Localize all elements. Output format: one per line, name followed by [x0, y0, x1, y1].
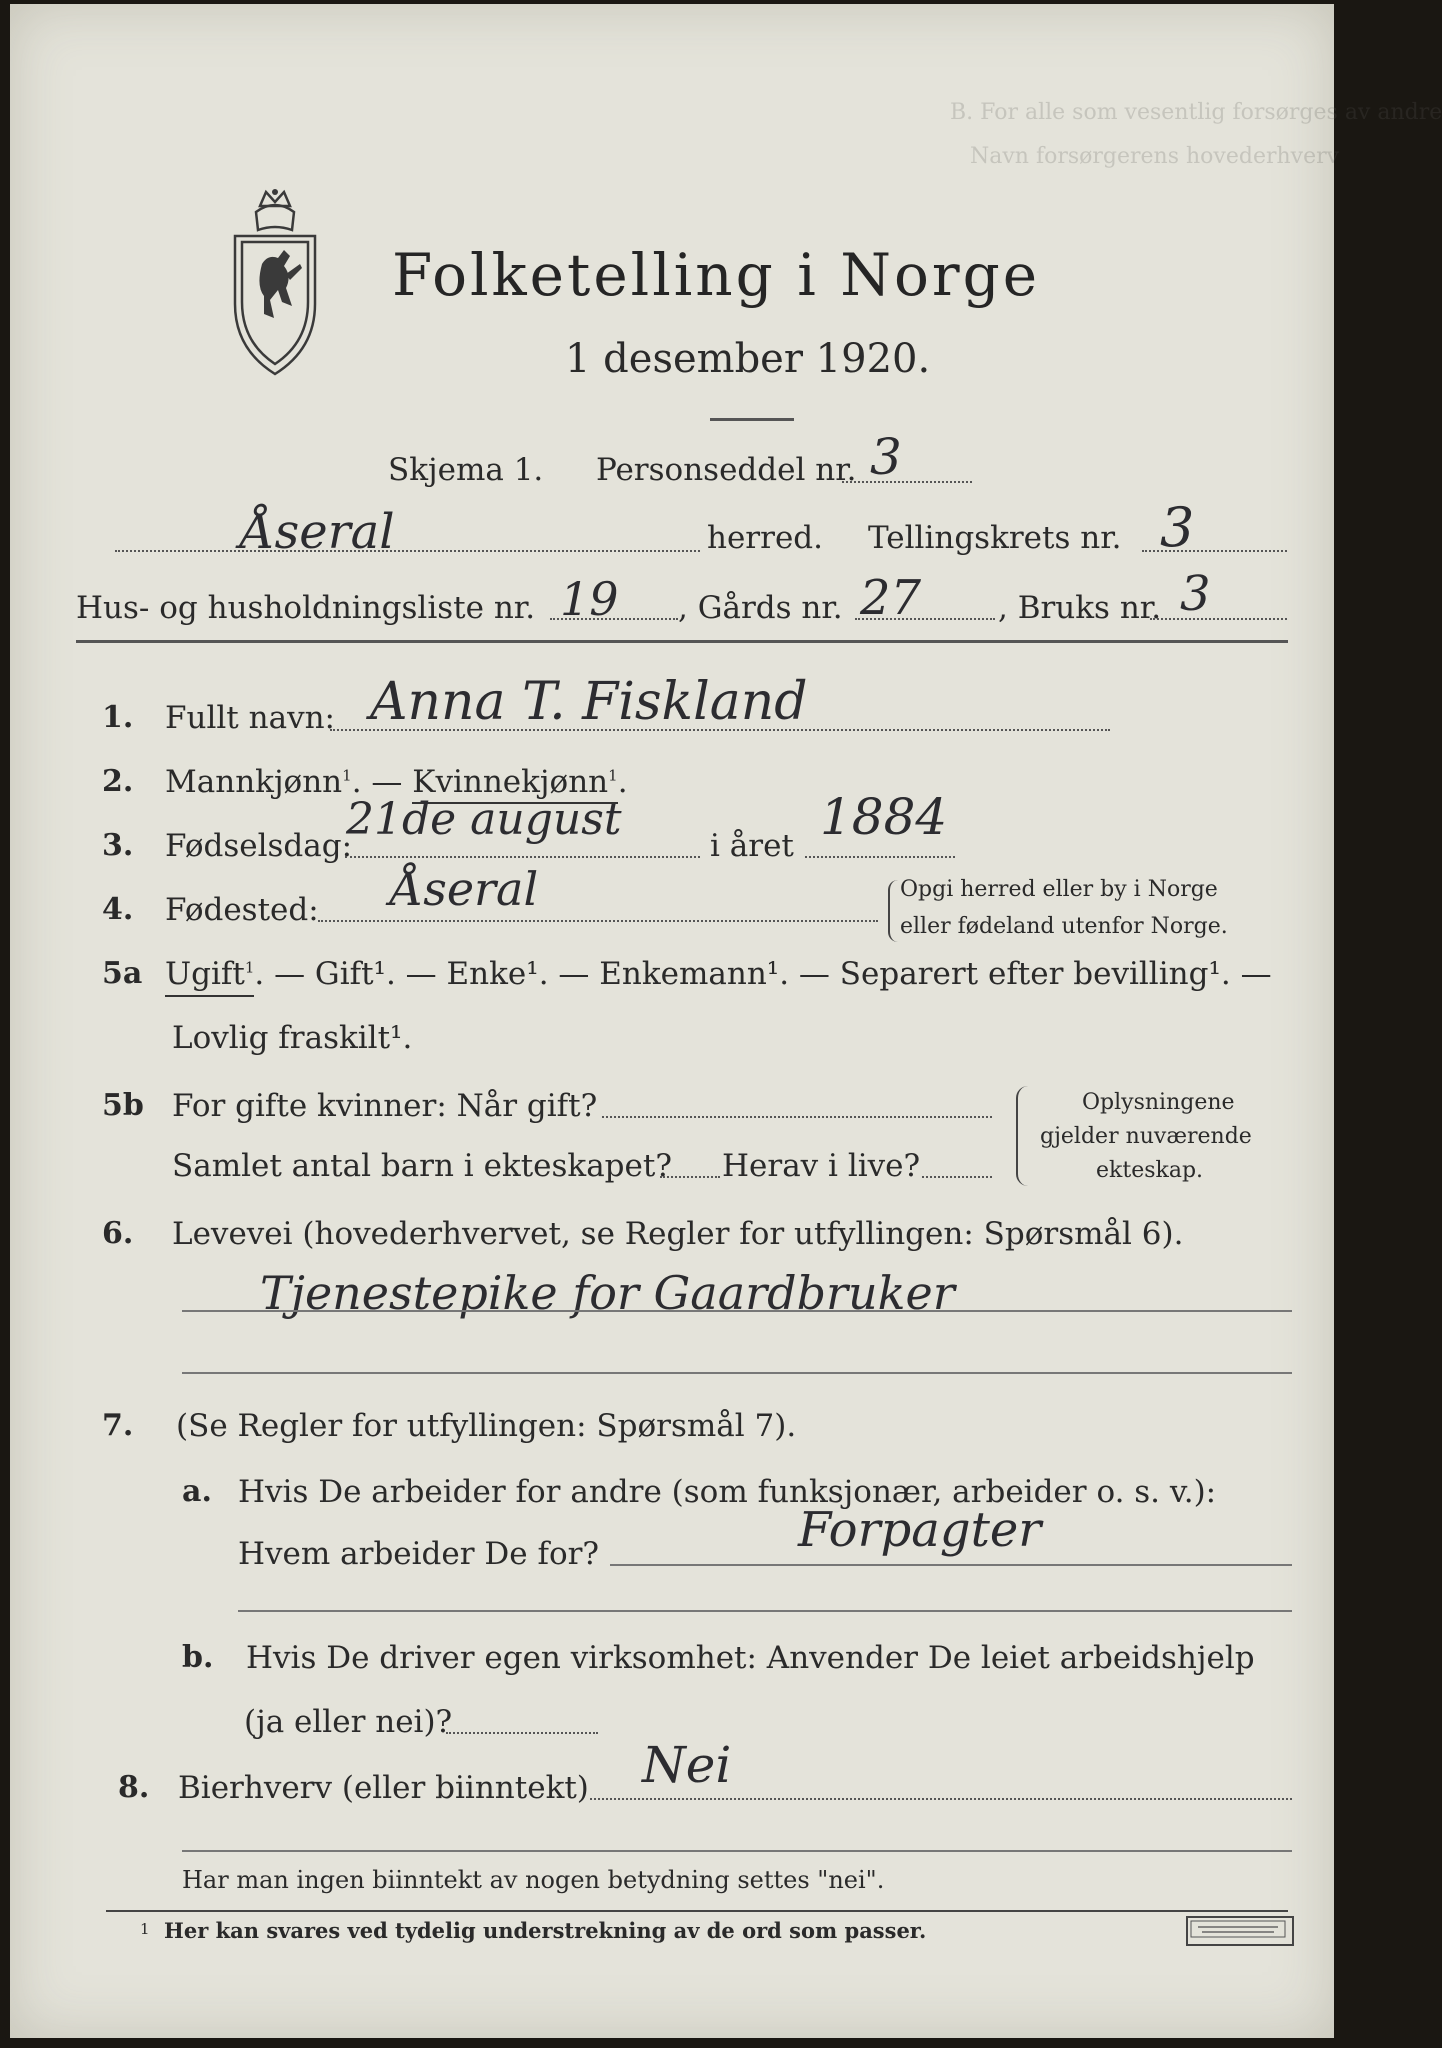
q5b-label2: Samlet antal barn i ekteskapet? — [172, 1148, 672, 1184]
title-divider — [710, 418, 794, 421]
q4-label: Fødested: — [165, 892, 319, 928]
q5b-note-line3: ekteskap. — [1096, 1158, 1204, 1183]
herred-field-line — [115, 550, 700, 552]
q7b-letter: b. — [182, 1640, 214, 1675]
footnote-mark: 1 — [140, 1920, 150, 1938]
q4-note-bracket — [888, 880, 898, 942]
q5b-note-line1: Oplysningene — [1082, 1090, 1235, 1115]
census-form — [10, 4, 1442, 2038]
q7-number: 7. — [102, 1408, 134, 1443]
q6-field-line-2 — [182, 1372, 1292, 1374]
q5b-note-line2: gjelder nuværende — [1040, 1124, 1252, 1149]
tellingskrets-label: Tellingskrets nr. — [868, 520, 1122, 556]
footnote-text: Her kan svares ved tydelig understrekning av de ord som passer. — [164, 1918, 927, 1943]
skjema-label: Skjema 1. — [388, 452, 544, 488]
header-separator — [76, 640, 1288, 643]
q7a-sub: Hvem arbeider De for? — [238, 1536, 600, 1572]
herred-value[interactable]: Åseral — [240, 504, 395, 560]
q5a-number: 5a — [102, 956, 143, 991]
q5a-line2: Lovlig fraskilt¹. — [172, 1020, 413, 1056]
q4-number: 4. — [102, 892, 134, 927]
q7a-field-line-2 — [238, 1610, 1292, 1612]
bruks-label: , Bruks nr. — [998, 590, 1162, 626]
bleed-through-text: B. For alle som vesentlig forsørges av andre — [950, 100, 1442, 125]
q6-label: Levevei (hovederhvervet, se Regler for utfyllingen: Spørsmål 6). — [172, 1216, 1184, 1252]
q7b-field-line — [446, 1732, 598, 1734]
gards-label: , Gårds nr. — [678, 590, 843, 626]
q5b-married-field-line — [602, 1116, 992, 1118]
birthplace-value[interactable]: Åseral — [390, 862, 539, 916]
gards-value[interactable]: 27 — [860, 570, 922, 626]
q5b-label1: For gifte kvinner: Når gift? — [172, 1088, 598, 1124]
q8-number: 8. — [118, 1770, 150, 1805]
personseddel-field-line — [842, 481, 972, 483]
q5b-note-bracket — [1016, 1086, 1028, 1186]
q7a-letter: a. — [182, 1474, 212, 1509]
option-ugift-underlined[interactable]: Ugift$^1$ — [165, 956, 254, 997]
q8-label: Bierhverv (eller biinntekt) — [178, 1770, 589, 1806]
q4-field-line — [318, 920, 878, 922]
employer-value[interactable]: Forpagter — [798, 1502, 1042, 1558]
side-income-value[interactable]: Nei — [642, 1736, 732, 1794]
q7b-sub: (ja eller nei)? — [244, 1704, 453, 1740]
occupation-value[interactable]: Tjenestepike for Gaardbruker — [260, 1266, 955, 1320]
q8-field-line-2 — [182, 1850, 1292, 1852]
tellingskrets-value[interactable]: 3 — [1160, 496, 1195, 559]
birth-day-value[interactable]: 21de august — [346, 794, 622, 845]
coat-of-arms-icon — [220, 184, 330, 384]
personseddel-value[interactable]: 3 — [870, 428, 902, 486]
q7b-text: Hvis De driver egen virksomhet: Anvender De leiet arbeidshjelp — [246, 1640, 1255, 1676]
q7a-field-line — [610, 1564, 1292, 1566]
q5b-children-field-line — [660, 1176, 720, 1178]
option-kvinnekjonn-underlined[interactable]: Kvinnekjønn$^1$ — [412, 764, 617, 804]
q5b-label3: Herav i live? — [722, 1148, 921, 1184]
personseddel-label: Personseddel nr. — [596, 452, 857, 488]
q4-note-line2: eller fødeland utenfor Norge. — [900, 914, 1228, 939]
q5b-alive-field-line — [922, 1176, 992, 1178]
q2-number: 2. — [102, 764, 134, 799]
full-name-value[interactable]: Anna T. Fiskland — [370, 672, 808, 732]
q3-number: 3. — [102, 828, 134, 863]
q1-label: Fullt navn: — [165, 700, 335, 736]
q5b-number: 5b — [102, 1088, 144, 1123]
q3-label: Fødselsdag: — [165, 828, 353, 864]
bruks-field-line — [1150, 618, 1287, 620]
hus-label: Hus- og husholdningsliste nr. — [76, 590, 536, 626]
form-title: Folketelling i Norge — [392, 241, 1041, 309]
q3-day-field-line — [345, 856, 700, 858]
footnote-separator — [106, 1910, 1288, 1912]
form-date: 1 desember 1920. — [565, 336, 931, 382]
birth-year-value[interactable]: 1884 — [820, 788, 948, 846]
q7a-text: Hvis De arbeider for andre (som funksjonær, arbeider o. s. v.): — [238, 1474, 1217, 1510]
herred-label: herred. — [707, 520, 823, 556]
q5a-options: Ugift$^1$. — Gift¹. — Enke¹. — Enkemann¹. — Separert efter bevilling¹. — — [165, 956, 1272, 992]
hus-value[interactable]: 19 — [560, 572, 619, 626]
bleed-through-text: Navn forsørgerens hovederhverv — [970, 144, 1340, 169]
q6-field-line-1 — [182, 1310, 1292, 1312]
q2-options: Mannkjønn$^1$. — Kvinnekjønn$^1$. — [165, 764, 628, 800]
q8-field-line — [590, 1798, 1292, 1800]
bruks-value[interactable]: 3 — [1180, 566, 1211, 622]
q7-label: (Se Regler for utfyllingen: Spørsmål 7). — [176, 1408, 797, 1444]
q6-number: 6. — [102, 1216, 134, 1251]
option-mannkjonn[interactable]: Mannkjønn — [165, 764, 343, 800]
bottom-note: Har man ingen biinntekt av nogen betydning settes "nei". — [182, 1866, 885, 1894]
q3-year-label: i året — [710, 828, 794, 864]
printer-stamp-icon — [1186, 1916, 1294, 1946]
q3-year-field-line — [805, 856, 955, 858]
q1-number: 1. — [102, 700, 134, 735]
q4-note-line1: Opgi herred eller by i Norge — [900, 877, 1218, 902]
